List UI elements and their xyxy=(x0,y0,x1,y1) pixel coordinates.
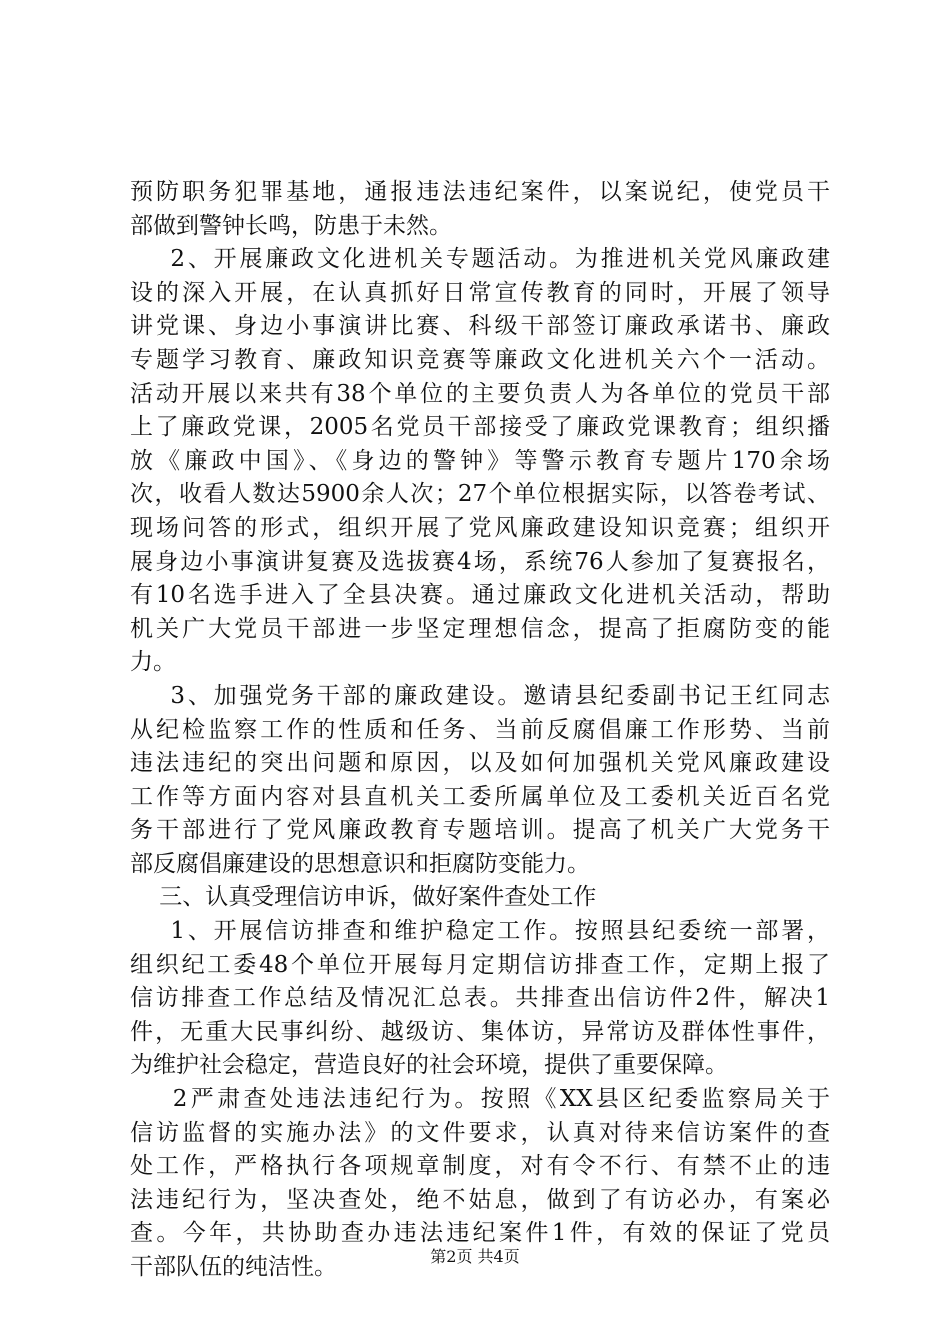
body-line: 处工作，严格执行各项规章制度，对有令不行、有禁不止的违 xyxy=(130,1153,830,1180)
body-line: 为维护社会稳定，营造良好的社会环境，提供了重要保障。 xyxy=(130,1052,728,1079)
section-heading: 三、认真受理信访申诉，做好案件查处工作 xyxy=(130,884,597,911)
body-line: 设的深入开展，在认真抓好日常宣传教育的同时，开展了领导 xyxy=(130,279,830,306)
body-line: 机关广大党员干部进一步坚定理想信念，提高了拒腐防变的能 xyxy=(130,615,830,642)
body-line: 3、加强党务干部的廉政建设。邀请县纪委副书记王红同志 xyxy=(130,682,830,709)
body-line: 讲党课、身边小事演讲比赛、科级干部签订廉政承诺书、廉政 xyxy=(130,313,830,340)
body-line: 2、开展廉政文化进机关专题活动。为推进机关党风廉政建 xyxy=(130,246,830,273)
body-line: 组织纪工委48个单位开展每月定期信访排查工作，定期上报了 xyxy=(130,951,830,978)
body-line: 上了廉政党课，2005名党员干部接受了廉政党课教育；组织播 xyxy=(130,414,830,441)
body-line: 预防职务犯罪基地，通报违法违纪案件，以案说纪，使党员干 xyxy=(130,179,830,205)
body-line: 信访排查工作总结及情况汇总表。共排查出信访件2件，解决1 xyxy=(130,985,830,1012)
body-line: 部做到警钟长鸣，防患于未然。 xyxy=(130,212,452,239)
body-line: 干部队伍的纯洁性。 xyxy=(130,1254,337,1280)
body-line: 件，无重大民事纠纷、越级访、集体访，异常访及群体性事件， xyxy=(130,1018,830,1045)
body-line: 务干部进行了党风廉政教育专题培训。提高了机关广大党务干 xyxy=(130,817,830,844)
body-line: 法违纪行为，坚决查处，绝不姑息，做到了有访必办，有案必 xyxy=(130,1186,830,1213)
body-line: 力。 xyxy=(130,649,176,676)
body-line: 放《廉政中国》、《身边的警钟》等警示教育专题片170余场 xyxy=(130,447,830,474)
document-body xyxy=(130,176,830,1285)
body-line: 活动开展以来共有38个单位的主要负责人为各单位的党员干部 xyxy=(130,380,830,407)
page-number-footer: 第2页 共4页 xyxy=(430,1247,520,1266)
body-line: 2严肃查处违法违纪行为。按照《XX县区纪委监察局关于 xyxy=(130,1086,830,1113)
body-line: 展身边小事演讲复赛及选拔赛4场，系统76人参加了复赛报名， xyxy=(130,548,830,575)
body-line: 查。今年，共协助查办违法违纪案件1件，有效的保证了党员 xyxy=(130,1220,830,1247)
body-line: 现场问答的形式，组织开展了党风廉政建设知识竞赛；组织开 xyxy=(130,514,830,541)
body-line: 专题学习教育、廉政知识竞赛等廉政文化进机关六个一活动。 xyxy=(130,346,830,373)
body-line: 次，收看人数达5900余人次；27个单位根据实际，以答卷考试、 xyxy=(130,481,830,508)
body-line: 信访监督的实施办法》的文件要求，认真对待来信访案件的查 xyxy=(130,1119,830,1146)
body-line: 部反腐倡廉建设的思想意识和拒腐防变能力。 xyxy=(130,850,590,877)
body-line: 违法违纪的突出问题和原因，以及如何加强机关党风廉政建设 xyxy=(130,750,830,777)
body-line: 从纪检监察工作的性质和任务、当前反腐倡廉工作形势、当前 xyxy=(130,716,830,743)
body-line: 1、开展信访排查和维护稳定工作。按照县纪委统一部署， xyxy=(130,918,830,945)
body-line: 有10名选手进入了全县决赛。通过廉政文化进机关活动，帮助 xyxy=(130,582,830,609)
body-line: 工作等方面内容对县直机关工委所属单位及工委机关近百名党 xyxy=(130,783,830,810)
